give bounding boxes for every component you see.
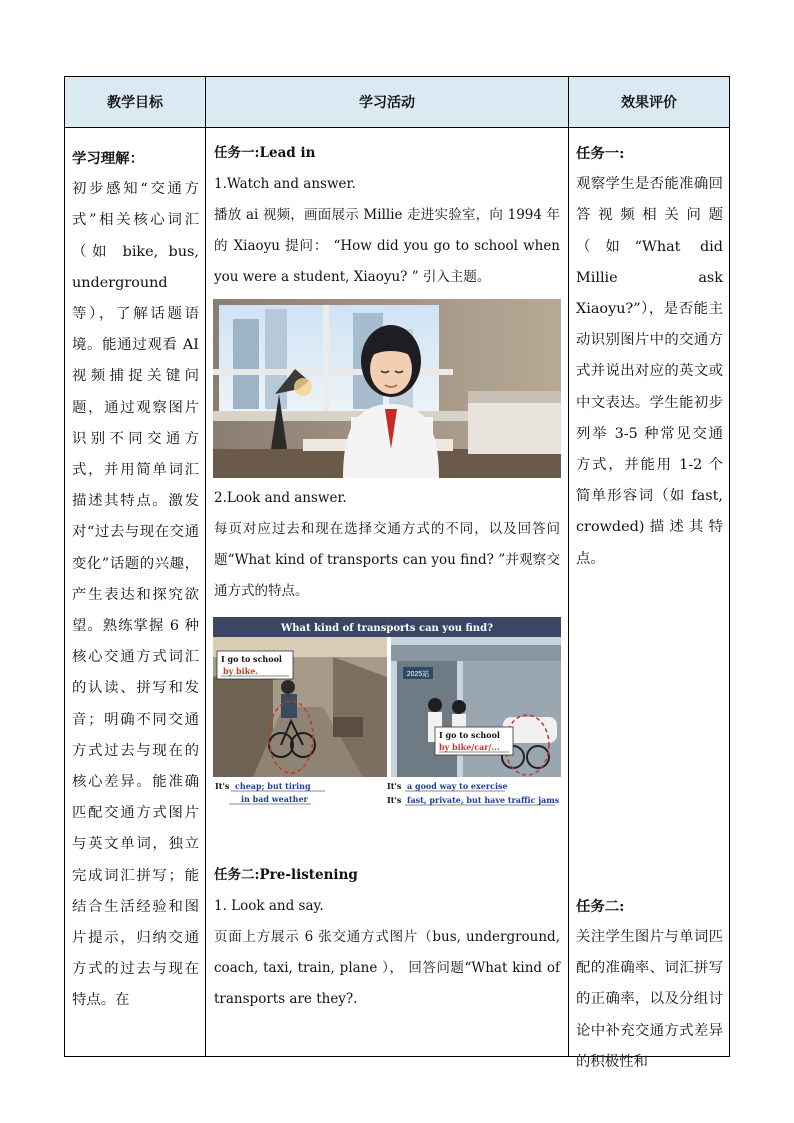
svg-text:a good way to exercise: a good way to exercise (407, 781, 508, 791)
activities-cell (206, 128, 568, 1056)
task1-step1: 1.Watch and answer. (214, 176, 356, 192)
evaluation-cell (569, 128, 729, 1070)
transport-slide (213, 617, 561, 809)
svg-text:It's: It's (387, 795, 402, 805)
speech-bubble-right (435, 727, 513, 755)
task2-title: 任务二:Pre-listening (214, 867, 358, 883)
header-goals: 教学目标 (107, 95, 163, 111)
lesson-plan-table (64, 76, 730, 1070)
goals-heading: 学习理解： (72, 150, 144, 167)
task1-step2: 2.Look and answer. (214, 490, 347, 506)
classroom-illustration (213, 299, 561, 478)
transport-slide-image (213, 617, 561, 809)
svg-text:cheap; but tiring: cheap; but tiring (235, 781, 311, 791)
eval-task1-text: 观察学生是否能准确回答视频相关问题（如“What did Millie ask Xiaoyu?”），是否能主动识别图片中的交通方式并说出对应的英文或中文表达。学生能初步列举 3-5 种常见交通方式，并能用 1-2 个简单形容词（如 fast, crowded)描述其特点。 (576, 176, 723, 567)
station-sign: 2025站 (406, 671, 430, 678)
task1-description-2: 每页对应过去和现在选择交通方式的不同，以及回答问题“What kind of transports can you find? ”并观察交通方式的特点。 (214, 521, 560, 599)
svg-text:I go to school: I go to school (221, 654, 282, 664)
task2-description: 页面上方展示 6 张交通方式图片（bus, underground, coach, taxi, train, plane ）， 回答问题“What kind of transports are they?. (214, 929, 560, 1007)
svg-text:It's: It's (215, 781, 230, 791)
video-still-image (213, 299, 561, 478)
task1-description: 播放 ai 视频，画面展示 Millie 走进实验室，向 1994 年的 Xiaoyu 提问： “How did you go to school when you were a student, Xiaoyu? ” 引入主题。 (214, 207, 560, 285)
slide-title: What kind of transports can you find? (281, 623, 493, 634)
eval-task1-title: 任务一: (576, 145, 625, 162)
svg-text:by bike.: by bike. (223, 666, 259, 676)
svg-text:in bad weather: in bad weather (241, 794, 308, 804)
goals-text: 初步感知“交通方式”相关核心词汇（如 bike, bus, underground 等），了解话题语境。能通过观看 AI 视频捕捉关键问题，通过观察图片识别不同交通方式，并用简单词汇描述其特点。激发对“过去与现在交通变化”话题的兴趣，产生表达和探究欲望。熟练掌握 6 种核心交通方式词汇的认读、拼写和发音；明确不同交通方式过去与现在的核心差异。能准确匹配交通方式图片与英文单词，独立完成词汇拼写；能结合生活经验和图片提示，归纳交通方式的过去与现在特点。在 (72, 181, 199, 1009)
eval-task2-title: 任务二: (576, 897, 625, 915)
goals-cell (65, 128, 205, 1056)
svg-text:It's: It's (387, 781, 402, 791)
header-evaluation: 效果评价 (621, 95, 677, 111)
svg-text:fast, private, but have traffi: fast, private, but have traffic jams (407, 795, 560, 805)
task2-step1: 1. Look and say. (214, 898, 324, 914)
svg-text:I go to school: I go to school (439, 730, 500, 740)
svg-text:by bike/car/...: by bike/car/... (439, 742, 500, 752)
table-header-row (65, 77, 729, 128)
speech-bubble-left (217, 651, 293, 679)
task1-title: 任务一:Lead in (214, 145, 316, 161)
eval-task2-text: 关注学生图片与单词匹配的准确率、词汇拼写的正确率，以及分组讨论中补充交通方式差异的积极性和 (576, 929, 723, 1070)
header-activities: 学习活动 (359, 95, 415, 111)
